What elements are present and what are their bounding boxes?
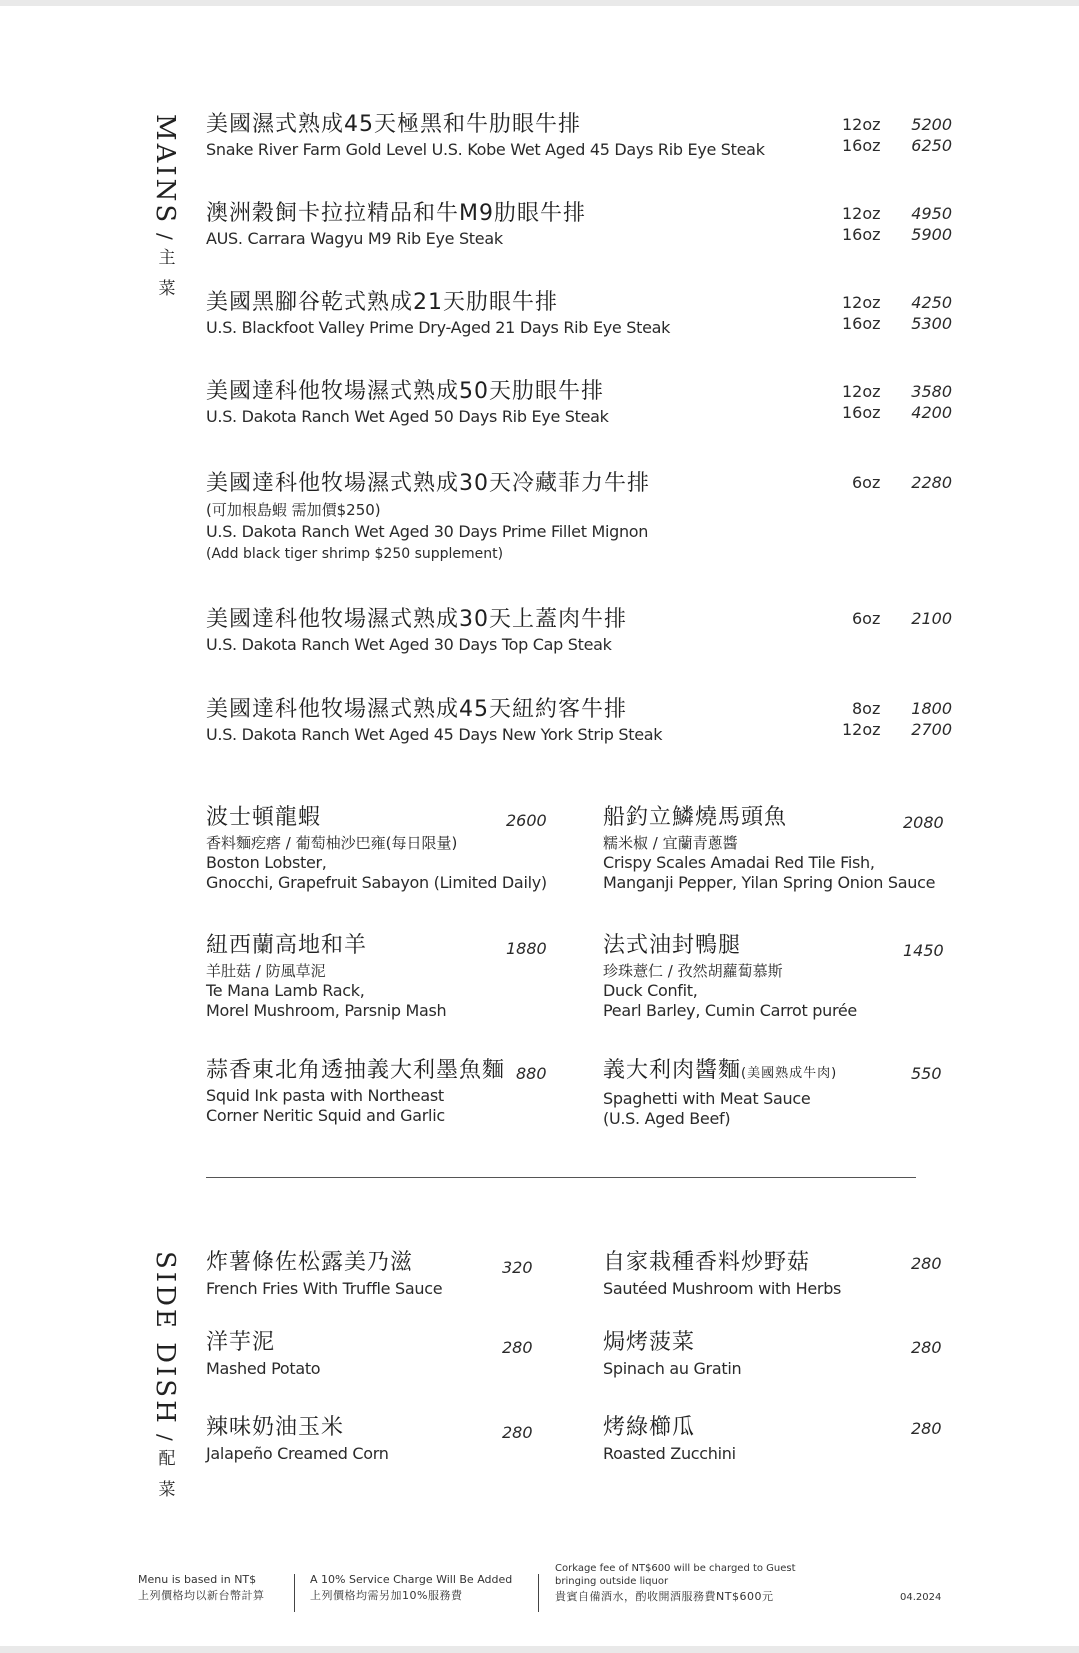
footer-service-note bbox=[310, 1572, 512, 1604]
portion-size: 12oz bbox=[842, 204, 881, 223]
footer-corkage-note bbox=[555, 1562, 796, 1606]
dish-sub-zh: 糯米椒 / 宜蘭青蔥醬 bbox=[603, 834, 738, 852]
dish-en-line2: Corner Neritic Squid and Garlic bbox=[206, 1106, 445, 1125]
price: 280 bbox=[502, 1423, 533, 1442]
side-item bbox=[603, 1413, 963, 1465]
main-item bbox=[206, 199, 766, 248]
price: 1880 bbox=[506, 939, 547, 958]
dish-sub-zh: 珍珠薏仁 / 孜然胡蘿蔔慕斯 bbox=[603, 962, 783, 980]
dish-en-line1: Te Mana Lamb Rack, bbox=[206, 981, 365, 1000]
side-zh: 炸薯條佐松露美乃滋 bbox=[206, 1250, 414, 1275]
dish-item bbox=[206, 1056, 586, 1126]
footer-service-en: A 10% Service Charge Will Be Added bbox=[310, 1573, 513, 1586]
dish-zh: 蒜香東北角透抽義大利墨魚麵 bbox=[206, 1058, 506, 1083]
portion-size: 12oz bbox=[842, 115, 881, 134]
price: 5300 bbox=[911, 314, 952, 333]
dish-item bbox=[603, 931, 983, 1021]
main-item-zh: 美國濕式熟成45天極黑和牛肋眼牛排 bbox=[206, 112, 581, 137]
price: 280 bbox=[911, 1419, 942, 1438]
dish-en-line1: Duck Confit, bbox=[603, 981, 698, 1000]
main-item-en: U.S. Dakota Ranch Wet Aged 50 Days Rib Eye Steak bbox=[206, 407, 609, 426]
price: 2100 bbox=[911, 609, 952, 628]
side-section-title bbox=[150, 1251, 180, 1511]
footer-divider bbox=[294, 1574, 295, 1612]
side-zh: 辣味奶油玉米 bbox=[206, 1415, 345, 1440]
price: 4200 bbox=[911, 403, 952, 422]
side-zh: 焗烤菠菜 bbox=[603, 1330, 696, 1355]
price: 320 bbox=[502, 1258, 533, 1277]
portion-size: 8oz bbox=[852, 699, 881, 718]
portion-size: 16oz bbox=[842, 314, 881, 333]
section-divider bbox=[206, 1177, 916, 1178]
side-item bbox=[603, 1328, 963, 1380]
footer-date bbox=[900, 1590, 941, 1606]
footer-currency-en: Menu is based in NT$ bbox=[138, 1573, 257, 1586]
price: 550 bbox=[911, 1064, 942, 1083]
mains-section-title bbox=[150, 114, 180, 310]
portion-size: 12oz bbox=[842, 720, 881, 739]
main-item-en: U.S. Blackfoot Valley Prime Dry-Aged 21 Days Rib Eye Steak bbox=[206, 318, 671, 337]
price: 2700 bbox=[911, 720, 952, 739]
mains-title-zh: 主菜 bbox=[154, 247, 175, 310]
main-item-prices bbox=[842, 472, 952, 493]
footer-corkage-zh: 貴賓自備酒水，酌收開酒服務費NT$600元 bbox=[555, 1590, 774, 1603]
main-item-prices bbox=[842, 698, 952, 740]
side-title-zh: 配菜 bbox=[154, 1448, 175, 1511]
portion-size: 6oz bbox=[852, 609, 881, 628]
side-item bbox=[206, 1413, 566, 1465]
dish-en-line1: Crispy Scales Amadai Red Tile Fish, bbox=[603, 853, 875, 872]
dish-en-line1: Squid Ink pasta with Northeast bbox=[206, 1086, 444, 1105]
dish-item bbox=[603, 1056, 983, 1129]
portion-size: 12oz bbox=[842, 382, 881, 401]
footer-currency-note bbox=[138, 1572, 265, 1604]
portion-size: 16oz bbox=[842, 403, 881, 422]
side-zh: 烤綠櫛瓜 bbox=[603, 1415, 696, 1440]
main-item-prices bbox=[842, 203, 952, 245]
dish-item bbox=[206, 803, 586, 893]
main-item-zh: 美國達科他牧場濕式熟成30天上蓋肉牛排 bbox=[206, 607, 627, 632]
main-item-zh: 美國黑腳谷乾式熟成21天肋眼牛排 bbox=[206, 290, 558, 315]
side-en: French Fries With Truffle Sauce bbox=[206, 1279, 443, 1298]
main-item bbox=[206, 288, 766, 337]
side-en: Roasted Zucchini bbox=[603, 1444, 736, 1463]
main-item bbox=[206, 605, 766, 654]
footer-corkage-en-line2: bringing outside liquor bbox=[555, 1576, 669, 1587]
dish-en-line2: Gnocchi, Grapefruit Sabayon (Limited Daily) bbox=[206, 873, 547, 892]
price: 280 bbox=[502, 1338, 533, 1357]
price: 5900 bbox=[911, 225, 952, 244]
footer-divider bbox=[538, 1574, 539, 1612]
dish-zh: 法式油封鴨腿 bbox=[603, 933, 742, 958]
main-item bbox=[206, 469, 766, 565]
price: 2600 bbox=[506, 811, 547, 830]
dish-en-line2: Pearl Barley, Cumin Carrot purée bbox=[603, 1001, 857, 1020]
price: 3580 bbox=[911, 382, 952, 401]
side-item bbox=[206, 1328, 566, 1380]
price: 280 bbox=[911, 1338, 942, 1357]
main-item-prices bbox=[842, 114, 952, 156]
price: 6250 bbox=[911, 136, 952, 155]
dish-en-line2: (U.S. Aged Beef) bbox=[603, 1109, 731, 1128]
footer-currency-zh: 上列價格均以新台幣計算 bbox=[138, 1589, 265, 1602]
dish-sub-zh: 香料麵疙瘩 / 葡萄柚沙巴雍(每日限量) bbox=[206, 834, 458, 852]
side-en: Spinach au Gratin bbox=[603, 1359, 742, 1378]
dish-zh: 波士頓龍蝦 bbox=[206, 805, 322, 830]
main-item-en: U.S. Dakota Ranch Wet Aged 30 Days Prime Fillet Mignon bbox=[206, 522, 649, 541]
side-en: Mashed Potato bbox=[206, 1359, 321, 1378]
portion-size: 16oz bbox=[842, 225, 881, 244]
main-item-prices bbox=[842, 608, 952, 629]
dish-zh-small: (美國熟成牛肉) bbox=[741, 1066, 838, 1081]
dish-zh: 船釣立鱗燒馬頭魚 bbox=[603, 805, 788, 830]
main-item-prices bbox=[842, 292, 952, 334]
price: 880 bbox=[516, 1064, 547, 1083]
footer-corkage-en-line1: Corkage fee of NT$600 will be charged to Guest bbox=[555, 1563, 796, 1574]
dish-en-line1: Spaghetti with Meat Sauce bbox=[603, 1089, 811, 1108]
side-zh: 洋芋泥 bbox=[206, 1330, 276, 1355]
side-item bbox=[603, 1248, 963, 1300]
dish-en-line1: Boston Lobster, bbox=[206, 853, 327, 872]
footer-service-zh: 上列價格均需另加10%服務費 bbox=[310, 1589, 463, 1602]
dish-en-line2: Morel Mushroom, Parsnip Mash bbox=[206, 1001, 447, 1020]
side-zh: 自家栽種香料炒野菇 bbox=[603, 1250, 811, 1275]
dish-item bbox=[603, 803, 983, 893]
main-item-zh: 美國達科他牧場濕式熟成50天肋眼牛排 bbox=[206, 379, 604, 404]
mains-title-separator: / bbox=[153, 233, 177, 240]
price: 2080 bbox=[903, 813, 944, 832]
dish-item bbox=[206, 931, 586, 1021]
main-item-prices bbox=[842, 381, 952, 423]
menu-date: 04.2024 bbox=[900, 1592, 942, 1603]
main-item-zh: 美國達科他牧場濕式熟成30天冷藏菲力牛排 bbox=[206, 471, 650, 496]
side-title-separator: / bbox=[153, 1433, 177, 1441]
menu-page bbox=[0, 6, 1079, 1646]
main-item bbox=[206, 377, 766, 426]
main-item-note-en: (Add black tiger shrimp $250 supplement) bbox=[206, 546, 504, 562]
price: 280 bbox=[911, 1254, 942, 1273]
dish-en-line2: Manganji Pepper, Yilan Spring Onion Sauce bbox=[603, 873, 936, 892]
main-item-en: AUS. Carrara Wagyu M9 Rib Eye Steak bbox=[206, 229, 503, 248]
price: 5200 bbox=[911, 115, 952, 134]
mains-title-en: MAINS bbox=[150, 114, 180, 226]
price: 4250 bbox=[911, 293, 952, 312]
portion-size: 16oz bbox=[842, 136, 881, 155]
price: 2280 bbox=[911, 473, 952, 492]
portion-size: 12oz bbox=[842, 293, 881, 312]
portion-size: 6oz bbox=[852, 473, 881, 492]
main-item-en: Snake River Farm Gold Level U.S. Kobe Wet Aged 45 Days Rib Eye Steak bbox=[206, 140, 765, 159]
price: 4950 bbox=[911, 204, 952, 223]
main-item bbox=[206, 695, 766, 744]
main-item-zh: 澳洲穀飼卡拉拉精品和牛M9肋眼牛排 bbox=[206, 201, 586, 226]
main-item-note-zh: (可加根島蝦 需加價$250) bbox=[206, 501, 381, 519]
side-item bbox=[206, 1248, 566, 1300]
dish-zh: 義大利肉醬麵 bbox=[603, 1058, 742, 1083]
dish-sub-zh: 羊肚菇 / 防風草泥 bbox=[206, 962, 326, 980]
dish-zh: 紐西蘭高地和羊 bbox=[206, 933, 368, 958]
side-en: Jalapeño Creamed Corn bbox=[206, 1444, 389, 1463]
main-item-zh: 美國達科他牧場濕式熟成45天紐約客牛排 bbox=[206, 697, 627, 722]
main-item-en: U.S. Dakota Ranch Wet Aged 45 Days New York Strip Steak bbox=[206, 725, 663, 744]
main-item bbox=[206, 110, 766, 159]
price: 1800 bbox=[911, 699, 952, 718]
side-en: Sautéed Mushroom with Herbs bbox=[603, 1279, 842, 1298]
main-item-en: U.S. Dakota Ranch Wet Aged 30 Days Top Cap Steak bbox=[206, 635, 612, 654]
side-title-en: SIDE DISH bbox=[150, 1251, 180, 1426]
price: 1450 bbox=[903, 941, 944, 960]
